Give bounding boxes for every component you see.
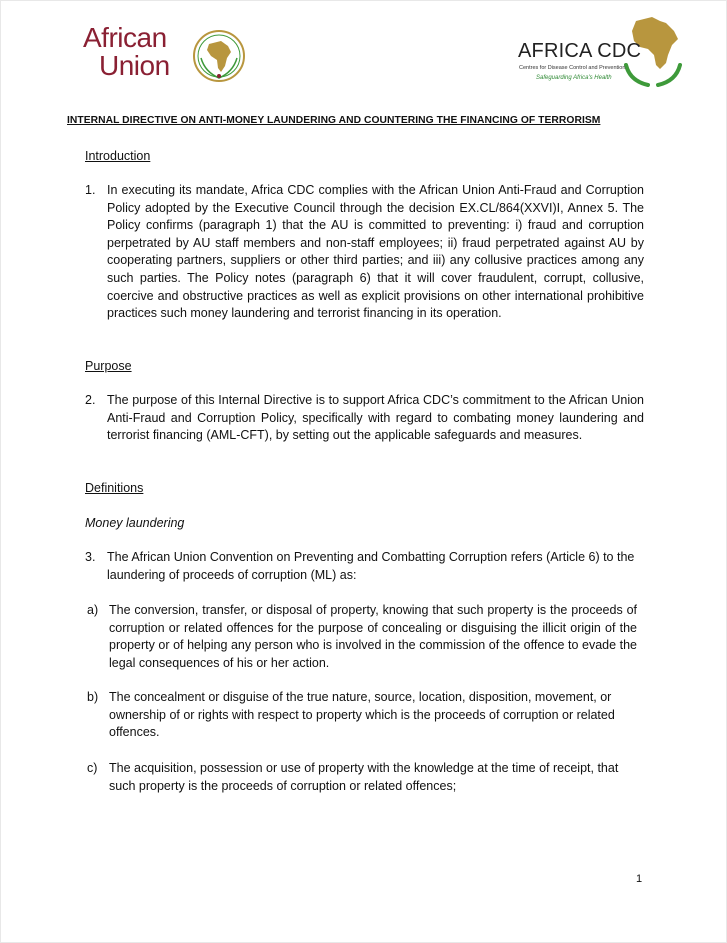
paragraph-3-number: 3.: [85, 550, 96, 564]
definitions-heading: Definitions: [85, 481, 144, 495]
paragraph-2: [85, 392, 644, 445]
au-logo-line1: African: [83, 22, 167, 53]
list-item: [87, 602, 637, 672]
african-union-logo: [83, 24, 253, 88]
list-item-text: The acquisition, possession or use of property with the knowledge at the time of receipt, that such property is the proceeds of corruption or related offences;: [109, 761, 619, 793]
paragraph-1: [85, 182, 644, 323]
list-item: [87, 760, 641, 795]
paragraph-1-text: In executing its mandate, Africa CDC complies with the African Union Anti-Fraud and Corruption Policy adopted by the Executive Council through the decision EX.CL/864(XXVI)I, Annex 5. The Policy confirms (paragraph 1) that the AU is committed to preventing: i) fraud and corruption perpetrated by AU staff members and non-staff employees; ii) fraud perpetrated against AU by cooperating partners, suppliers or other third parties; and iii) any collusive practices among any such parties. The Policy notes (paragraph 6) that it will cover fraudulent, corrupt, collusive, coercive and obstructive practices as well as explicit provisions on other international prohibitive practices such money laundering and terrorist financing in its operation.: [107, 183, 644, 321]
list-item-text: The conversion, transfer, or disposal of property, knowing that such property is the proceeds of corruption or related offences for the purpose of concealing or disguising the illicit origin of the property or of helping any person who is involved in the commission of the offence to evade the legal consequences of his or her action.: [109, 603, 637, 670]
list-item-label: c): [87, 761, 98, 775]
list-item-label: a): [87, 603, 99, 617]
list-item-label: b): [87, 690, 99, 704]
paragraph-2-text: The purpose of this Internal Directive is to support Africa CDC’s commitment to the African Union Anti-Fraud and Corruption Policy, specifically with regard to combating money laundering and terrorist financing (AML-CFT), by setting out the applicable safeguards and measures.: [107, 393, 644, 443]
paragraph-3: [85, 549, 647, 584]
list-item-text: The concealment or disguise of the true nature, source, location, disposition, movement, or ownership of or rights with respect to property which is the proceeds of corruption or related offences.: [109, 690, 615, 740]
page-number: 1: [636, 873, 643, 885]
paragraph-1-number: 1.: [85, 183, 96, 197]
african-union-wordmark: [83, 24, 170, 80]
africa-cdc-tagline: Safeguarding Africa's Health: [536, 75, 612, 81]
paragraph-3-text: The African Union Convention on Preventing and Combatting Corruption refers (Article 6) to the laundering of proceeds of corruption (ML) as:: [107, 550, 635, 582]
money-laundering-heading: Money laundering: [85, 516, 185, 530]
purpose-heading: Purpose: [85, 359, 132, 373]
africa-cdc-wordmark: AFRICA CDC: [518, 40, 642, 62]
africa-cdc-subtitle: Centres for Disease Control and Prevention: [519, 65, 626, 71]
list-item: [87, 689, 641, 742]
paragraph-2-number: 2.: [85, 393, 96, 407]
au-logo-line2: Union: [99, 50, 170, 81]
africa-cdc-logo: [518, 15, 688, 87]
introduction-heading: Introduction: [85, 149, 151, 163]
african-union-emblem-icon: [191, 28, 247, 84]
document-title: INTERNAL DIRECTIVE ON ANTI-MONEY LAUNDERING AND COUNTERING THE FINANCING OF TERRORISM: [67, 115, 601, 126]
